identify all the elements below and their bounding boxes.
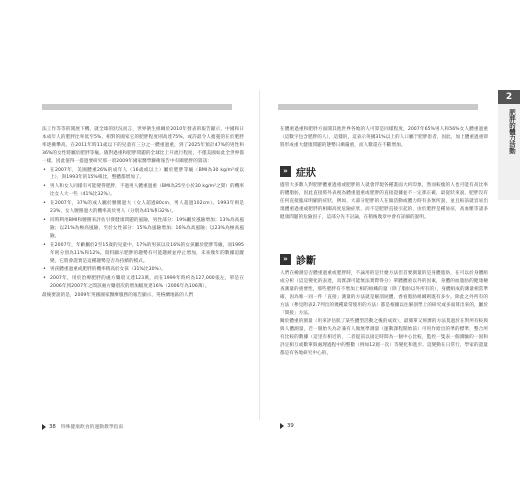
- intro-paragraph: 法工作等等的開展下機，就全球的狀況而言，世界衛生組織於2010年發表的報告顯示，中國和日本成年人的肥胖比率低至5%，相對的國家它的肥胖程度則高達75%，或許最令人擔憂的在於肥胖率逐漸攀高，在2011年時11歲以下的兒童有三分之一體重過重，到了2025年預計47%的男性和36%的女性將屬於肥胖等級。儀對過重和肥胖問題的全球比上升流行程度，不僅美國如此全世界都一樣，因此值得一提過要研究那一項2009年國家醫學聯衛報告中有關肥胖的資訊：: [42, 127, 244, 164]
- paragraph-intro: 在體重過重和肥胖方面開其他世界各地的人可算是同樣程度，2007年65%男人和56%女人體重過重（這數字包含肥胖的人），這樣的，這表示英國31%以上的人口屬于肥胖患者，因此，加上體重過重即將形成重大健康問題的態勢日漸嚴重，而人數還在不斷增加。: [280, 127, 488, 148]
- page-marker-icon: [42, 424, 46, 430]
- bullet-item: • 男孩體重過重或肥胖的機率稍高於女孩（31%比30%）。: [42, 266, 244, 274]
- paragraph-diagnosis: [280, 270, 488, 359]
- left-page-body: [42, 126, 244, 301]
- left-footer: [42, 423, 123, 430]
- bullet-item: • 同時利用BMI和腰圍來評估引發健康問題的風險，男性部分：19%屬於風險增加；13%為高風險；以21%為極高風險，至於女性部分：15%為風險增加；16%為高風險；以23%為極高風險。: [42, 217, 244, 241]
- section-heading-symptoms: [280, 164, 316, 178]
- bullet-item: • 在2007年，年齡屬於2至15歲的兒童中，17%的男孩以及16%的女孩屬於肥胖等級，而1995年則分別為11%和12%。資料顯示肥胖的趨勢有可能趨緩並停止增加，未來幾年的數據追蹤變，它將會證實是這種趨勢是否為持續的模式。: [42, 242, 244, 266]
- right-page: [260, 0, 520, 500]
- page-marker-icon: [280, 423, 284, 429]
- diagnosis-paragraph-1: 人們在檢測是否體重過重或肥胖時，不論用的是什麼方法但首要測量的是身體脂肪，在可以於身體組成分析（這是變化的表達，真實課可能無法實際得分）單體體重以外的因素，身體的血脂肪的健康檢查測量的重要性，那些肥胖有不增加上相的組織的量（除了脂肪以外所有的），身體組成的測量相當準確，因為唯一同一件「直接」測量的方法就是解剖屍體，香看脂肪組織則既有多少。除此之外所有的方法（參見附表2.7列出的幾種最常使用的方法）都是根據以往解剖學上的研究或多面算出來的，屬於「間接」方法。: [280, 271, 488, 316]
- chapter-label: 肥胖的體力活動: [508, 109, 516, 154]
- section-title: 症狀: [296, 167, 316, 179]
- chapter-tab: [498, 90, 520, 200]
- page-number: 38: [49, 423, 56, 430]
- section-heading-diagnosis: [280, 252, 316, 266]
- diagnosis-paragraph-2: 關於體重的測量（用來評估肌了某些體型活動之後的成效），最簡單又經濟的方法莫過於在對所有較與與人體測量，若一開始失為計兼有人做無準測量（運動課程開始前）可用作給出的準的標準，整合所有比較的數據（這里有相近的，二者提前以固定時間為一個中心比較，監控一隻表一個測驗的一固和評定相互或數單與處理過程中的整數（例如12週一次）等變化和進步。這變動在日常行，學家的證量都是有各地研究中心的。: [280, 319, 488, 357]
- book-title: 特殊健康飲食的運動教學指南: [60, 425, 124, 430]
- paragraph-symptoms: 儘管大多數人對肥胖體重過重或肥胖的人就會浮現各種畫面大約印象，然而較瘦的人也可能有高比率的體脂肪，因此直接將外表視為體重過重或肥胖的直接證據並不一定那正確，最從狀來說，肥胖沒有任何直接臨床明顯的症狀，例如，大部分肥胖的人在做活動或體力時有多無所說，並且較前就容易出現體重過重或肥胖的相關高度危險症狀，而不是肥胖直接引起的，由於肥胖是種易症，高血壓等諸多健康問題的危險因子，這部分先不討論，在稍後幾章中會有詳細的說明。: [280, 183, 488, 220]
- double-chevron-icon: »: [280, 254, 291, 265]
- double-chevron-icon: »: [280, 166, 291, 177]
- bullet-item: • 在2007年，美國體重26%的成年人（16歲或以上）屬於肥胖等級（BMI為30 kg/m²或以上），與1993年的15%相比，整體都增加了。: [42, 167, 244, 183]
- outro-paragraph: 最後要說的是，2009年英國國家醫療服務的報告顯示，英格蘭地區的人們: [42, 293, 194, 299]
- bullet-item: • 2007年，用於治療肥胖的處方藥項又達123萬，而在1999年時約為127,000張左，單是在2006年到2007年之間該處方藥項次的增加幅度達16%（2006年為106萬）。: [42, 275, 244, 291]
- header-bar: [278, 104, 478, 110]
- header-bar: [42, 104, 232, 110]
- chapter-number: 2: [498, 90, 520, 104]
- bullet-item: • 在2007年，37%的成人屬於腰圍過大（女人超過80cm，男人超過102cm）。1993年則是23%，女人腰圍過大的機率高於男人（分別為41%和32%）。: [42, 200, 244, 216]
- page-number: 39: [287, 423, 294, 429]
- section-title: 診斷: [296, 255, 316, 267]
- bullet-item: • 男人和女人同樣有可能變得肥胖，不過男人體重過重（BMI為25至小於30 kg/m²之間）的機率比女人大一些（41%比32%）。: [42, 183, 244, 199]
- right-footer: [280, 423, 299, 429]
